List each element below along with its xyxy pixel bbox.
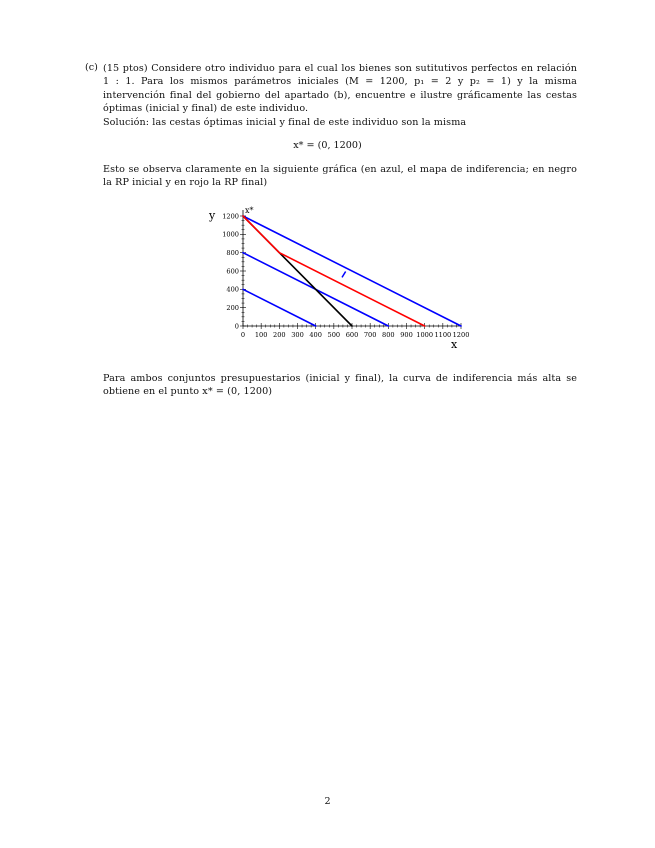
page-number: 2 (324, 796, 331, 807)
observation-paragraph: Esto se observa claramente en la siguiente gráfica (en azul, el mapa de indiferencia; en negro la RP inicial y en rojo la RP final) (103, 164, 577, 189)
series-line-0 (243, 289, 316, 326)
conclusion-paragraph: Para ambos conjuntos presupuestarios (inicial y final), la curva de indiferencia más alta se obtiene en el punto x* = (0, 1200) (103, 373, 577, 398)
y-tick-label: 1000 (222, 230, 239, 239)
y-tick-label: 600 (226, 267, 239, 276)
x-tick-label: 900 (400, 331, 413, 339)
y-tick-label: 800 (226, 248, 239, 257)
y-tick-label: 400 (226, 285, 239, 294)
x-tick-label: 800 (382, 331, 395, 339)
part-c-label: (c) (85, 62, 98, 73)
y-tick-label: 200 (226, 303, 239, 312)
x-axis-label: x (451, 338, 458, 351)
y-tick-label: 1200 (222, 212, 239, 221)
direction-arrow (342, 271, 346, 277)
part-c-statement: (15 ptos) Considere otro individuo para el cual los bienes son sutitutivos perfectos en relación 1 : 1. Para los mismos parámetros iniciales (M = 1200, p₁ = 2 y p₂ = 1) y la misma intervención final del gobierno del apartado (b), encuentre e ilustre gráficamente las cestas óptimas (inicial y final) de este individuo. (103, 63, 577, 114)
x-tick-label: 200 (273, 331, 286, 339)
optimal-basket-formula: x* = (0, 1200) (293, 140, 362, 151)
x-tick-label: 400 (309, 331, 322, 339)
solution-paragraph (103, 116, 577, 129)
solution-text: las cestas óptimas inicial y final de este individuo son la misma (152, 117, 467, 128)
y-tick-label: 0 (234, 322, 239, 331)
indifference-chart (195, 196, 480, 356)
y-axis-label: y (209, 209, 216, 222)
optimal-point-label: x* (245, 206, 254, 215)
x-tick-label: 1000 (416, 331, 434, 339)
x-tick-label: 700 (363, 331, 377, 339)
x-tick-label: 500 (327, 331, 341, 339)
x-tick-label: 300 (291, 331, 304, 339)
series-line-4 (243, 216, 425, 326)
x-tick-label: 600 (345, 331, 359, 339)
solution-label: Solución: (103, 117, 150, 128)
x-tick-label: 100 (254, 331, 268, 339)
x-tick-label: 1100 (434, 331, 452, 339)
x-tick-label: 1200 (452, 331, 470, 339)
series-line-2 (243, 216, 461, 326)
x-tick-label: 0 (240, 331, 246, 339)
